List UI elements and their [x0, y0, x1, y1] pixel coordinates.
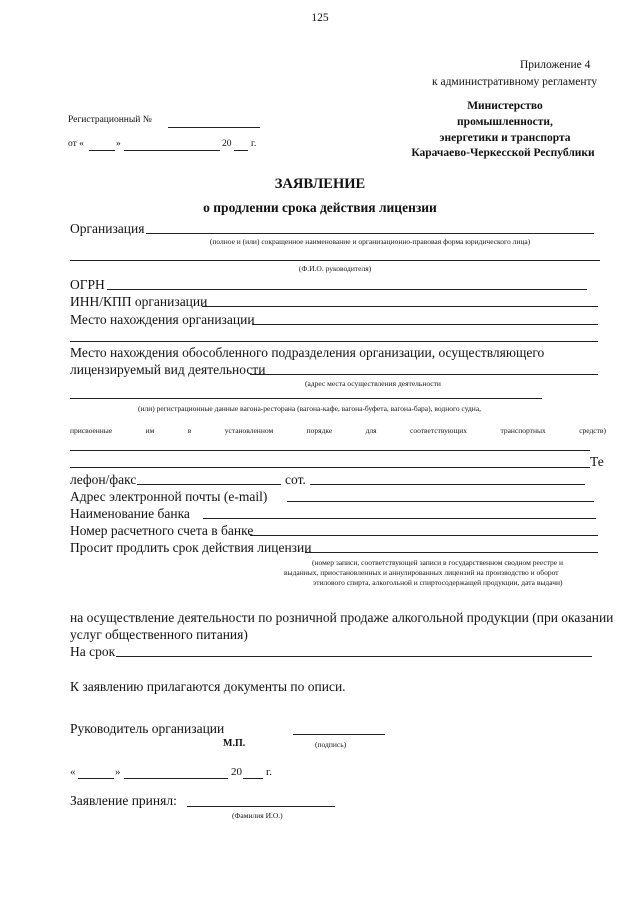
registration-day-line[interactable] — [89, 150, 115, 151]
transport-field[interactable] — [70, 450, 590, 451]
extend-field[interactable] — [305, 552, 598, 553]
inn-field[interactable] — [202, 306, 598, 307]
document-title: ЗАЯВЛЕНИЕ — [274, 176, 366, 192]
extend-hint-2: выданных, приостановленных и аннулированных лицензий на производство и оборот — [284, 568, 559, 577]
assigned-word: установленном — [224, 426, 274, 435]
extend-label: Просит продлить срок действия лицензии — [70, 540, 312, 555]
registration-date-quote: » — [116, 139, 121, 149]
phone-field[interactable] — [137, 484, 281, 485]
phone-label: лефон/факс — [70, 472, 137, 487]
date-close-quote: » — [115, 766, 121, 778]
extend-hint-1: (номер записи, соответствующей записи в государственном сводном реестре и — [312, 558, 564, 567]
location-label: Место нахождения организации — [70, 312, 255, 327]
purpose-line-1: на осуществление деятельности по розничной продаже алкогольной продукции (при оказании — [70, 610, 614, 625]
account-label: Номер расчетного счета в банке — [70, 523, 254, 538]
activity-address-field[interactable] — [70, 398, 542, 399]
page-number: 125 — [311, 12, 329, 24]
assigned-word: им — [145, 426, 155, 435]
accepted-label: Заявление принял: — [70, 793, 177, 808]
subdivision-field[interactable] — [250, 374, 598, 375]
location-field-line-2[interactable] — [70, 341, 598, 342]
transport-field-line-2[interactable] — [70, 467, 590, 468]
account-field[interactable] — [250, 535, 598, 536]
inn-label: ИНН/КПП организации — [70, 294, 208, 309]
organization-field[interactable] — [146, 233, 594, 234]
registration-year: 20 — [222, 139, 232, 149]
head-signature-label: Руководитель организации — [70, 721, 225, 736]
annex-line-1: Приложение 4 — [520, 59, 591, 71]
registration-number-line[interactable] — [168, 127, 260, 128]
document-subtitle: о продлении срока действия лицензии — [203, 200, 437, 215]
mobile-field[interactable] — [310, 484, 585, 485]
ministry-line-1: Министерство — [467, 100, 543, 112]
date-year-suffix: г. — [266, 766, 273, 778]
date-month-field[interactable] — [124, 778, 228, 779]
purpose-line-2: услуг общественного питания) — [70, 627, 248, 642]
organization-label: Организация — [70, 221, 145, 236]
signature-hint: (подпись) — [315, 740, 347, 749]
assigned-hint — [70, 426, 606, 435]
date-open-quote: « — [70, 766, 76, 778]
accepted-name-hint: (Фамилия И.О.) — [232, 811, 283, 820]
assigned-word: транспортных — [500, 426, 546, 435]
assigned-word: присвоенные — [70, 426, 113, 435]
term-label: На срок — [70, 644, 116, 659]
extend-hint-3: этилового спирта, алкогольной и спиртосодержащей продукции, дата выдачи) — [313, 578, 563, 587]
annex-line-2: к административному регламенту — [432, 76, 598, 88]
organization-hint: (полное и (или) сокращенное наименование и организационно-правовая форма юридического лица) — [209, 237, 531, 246]
wagon-hint: (или) регистрационные данные вагона-ресторана (вагона-кафе, вагона-буфета, вагона-бара), водного судна, — [138, 404, 482, 413]
ogrn-field[interactable] — [107, 289, 587, 290]
bank-field[interactable] — [203, 518, 596, 519]
assigned-word: соответствующих — [410, 426, 468, 435]
assigned-word: средств) — [579, 426, 606, 435]
signature-field[interactable] — [293, 734, 385, 735]
assigned-word: порядке — [306, 426, 333, 435]
assigned-word: в — [187, 426, 192, 435]
ministry-line-4: Карачаево-Черкесской Республики — [411, 147, 595, 159]
ogrn-label: ОГРН — [70, 277, 105, 292]
registration-year-line[interactable] — [234, 150, 248, 151]
registration-month-line[interactable] — [124, 150, 220, 151]
registration-year-suffix: г. — [251, 139, 257, 149]
bank-label: Наименование банка — [70, 506, 190, 521]
location-field[interactable] — [252, 324, 598, 325]
email-label: Адрес электронной почты (e-mail) — [70, 489, 268, 504]
registration-date-prefix: от « — [68, 139, 84, 149]
subdivision-line-2: лицензируемый вид деятельности — [70, 362, 266, 377]
email-field[interactable] — [287, 501, 594, 502]
date-year: 20 — [231, 766, 242, 778]
assigned-word: для — [365, 426, 377, 435]
head-name-hint: (Ф.И.О. руководителя) — [298, 264, 372, 273]
date-year-field[interactable] — [243, 778, 263, 779]
subdivision-line-1: Место нахождения обособленного подразделения организации, осуществляющего — [70, 345, 545, 360]
mobile-label: сот. — [285, 472, 306, 487]
head-name-field[interactable] — [70, 260, 600, 261]
registration-label: Регистрационный № — [68, 115, 152, 125]
activity-hint: (адрес места осуществления деятельности — [305, 379, 441, 388]
ministry-line-3: энергетики и транспорта — [439, 132, 571, 144]
attached-documents-note: К заявлению прилагаются документы по описи. — [70, 679, 346, 694]
date-day-field[interactable] — [78, 778, 114, 779]
term-field[interactable] — [116, 656, 592, 657]
phone-label-start: Те — [590, 454, 604, 469]
accepted-name-field[interactable] — [187, 806, 335, 807]
stamp-label: М.П. — [223, 738, 246, 749]
ministry-line-2: промышленности, — [457, 116, 553, 128]
